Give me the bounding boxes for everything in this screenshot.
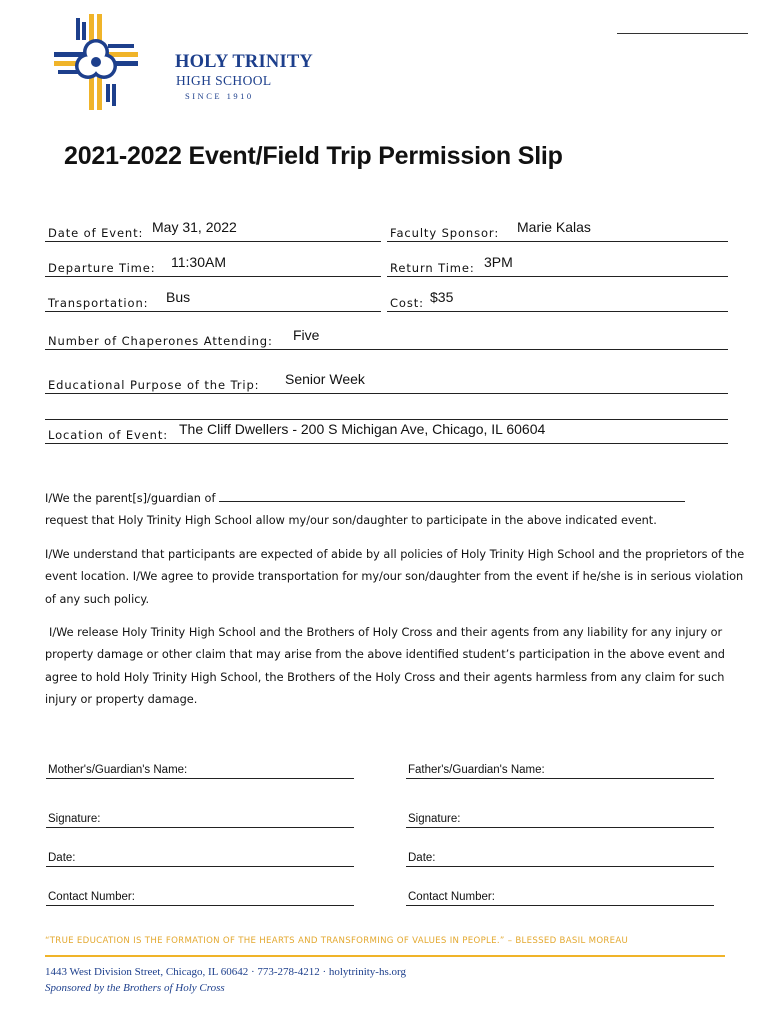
school-logo — [52, 12, 313, 112]
purpose-field[interactable] — [45, 370, 728, 394]
page-title: 2021-2022 Event/Field Trip Permission Slip — [64, 142, 563, 170]
mother-contact-field[interactable] — [46, 886, 354, 906]
father-contact-label: Contact Number: — [408, 891, 495, 903]
date-of-event-label: Date of Event: — [48, 226, 144, 240]
faculty-sponsor-value: Marie Kalas — [517, 219, 591, 235]
mother-signature-field[interactable] — [46, 808, 354, 828]
transportation-field[interactable] — [45, 288, 381, 312]
footer-divider — [45, 955, 725, 957]
mother-contact-label: Contact Number: — [48, 891, 135, 903]
father-name-field[interactable] — [406, 759, 714, 779]
father-name-label: Father's/Guardian's Name: — [408, 764, 545, 776]
departure-time-label: Departure Time: — [48, 261, 156, 275]
purpose-extra-line[interactable] — [45, 396, 728, 420]
mother-date-field[interactable] — [46, 847, 354, 867]
purpose-value: Senior Week — [285, 371, 365, 387]
parent-request-paragraph — [45, 488, 755, 533]
parent-request-rest: request that Holy Trinity High School allow my/our son/daughter to participate in the above indicated event. — [45, 514, 657, 528]
father-date-label: Date: — [408, 852, 436, 864]
faculty-sponsor-label: Faculty Sponsor: — [390, 226, 500, 240]
release-paragraph: I/We release Holy Trinity High School and the Brothers of Holy Cross and their agents from any liability for any injury or property damage or other claim that may arise from the above identified student’s participation in the above event and agree to hold Holy Trinity High School, the Brothers of the Holy Cross and their agents harmless from any claim for such injury or property damage. — [45, 626, 725, 706]
return-time-field[interactable] — [387, 253, 728, 277]
logo-text-high-school: HIGH SCHOOL — [176, 73, 272, 88]
faculty-sponsor-field[interactable] — [387, 218, 728, 242]
logo-emblem-icon — [52, 12, 172, 112]
chaperones-field[interactable] — [45, 326, 728, 350]
policy-paragraph: I/We understand that participants are expected of abide by all policies of Holy Trinity High School and the proprietors of the event location. I/We agree to provide transportation for my/our son/daughter from the event if he/she is in serious violation of any such policy. — [45, 548, 745, 606]
location-label: Location of Event: — [48, 428, 169, 442]
footer-address: 1443 West Division Street, Chicago, IL 60642 · 773-278-4212 · holytrinity-hs.org — [45, 966, 406, 978]
footer-quote: “TRUE EDUCATION IS THE FORMATION OF THE HEARTS AND TRANSFORMING OF VALUES IN PEOPLE.” – BLESSED BASIL MOREAU — [45, 936, 629, 946]
cost-label: Cost: — [390, 296, 424, 310]
return-time-label: Return Time: — [390, 261, 475, 275]
cost-value: $35 — [430, 289, 454, 305]
father-signature-field[interactable] — [406, 808, 714, 828]
date-of-event-value: May 31, 2022 — [152, 219, 237, 235]
location-field[interactable] — [45, 420, 728, 444]
return-time-value: 3PM — [484, 254, 513, 270]
student-name-line[interactable] — [219, 490, 685, 502]
father-date-field[interactable] — [406, 847, 714, 867]
date-of-event-field[interactable] — [45, 218, 381, 242]
footer-sponsored-by: Sponsored by the Brothers of Holy Cross — [45, 982, 225, 994]
parent-request-prefix: I/We the parent[s]/guardian of — [45, 492, 216, 505]
departure-time-field[interactable] — [45, 253, 381, 277]
logo-text-since: SINCE 1910 — [185, 91, 254, 101]
transportation-label: Transportation: — [48, 296, 149, 310]
location-value: The Cliff Dwellers - 200 S Michigan Ave, Chicago, IL 60604 — [179, 421, 546, 437]
departure-time-value: 11:30AM — [171, 254, 226, 270]
purpose-label: Educational Purpose of the Trip: — [48, 378, 260, 392]
father-contact-field[interactable] — [406, 886, 714, 906]
cost-field[interactable] — [387, 288, 728, 312]
chaperones-label: Number of Chaperones Attending: — [48, 334, 273, 348]
mother-signature-label: Signature: — [48, 813, 101, 825]
father-signature-label: Signature: — [408, 813, 461, 825]
logo-text-holy-trinity: HOLY TRINITY — [175, 52, 313, 72]
top-right-blank-line — [617, 33, 748, 34]
mother-date-label: Date: — [48, 852, 76, 864]
chaperones-value: Five — [293, 327, 320, 343]
mother-name-label: Mother's/Guardian's Name: — [48, 764, 188, 776]
mother-name-field[interactable] — [46, 759, 354, 779]
transportation-value: Bus — [166, 289, 191, 305]
